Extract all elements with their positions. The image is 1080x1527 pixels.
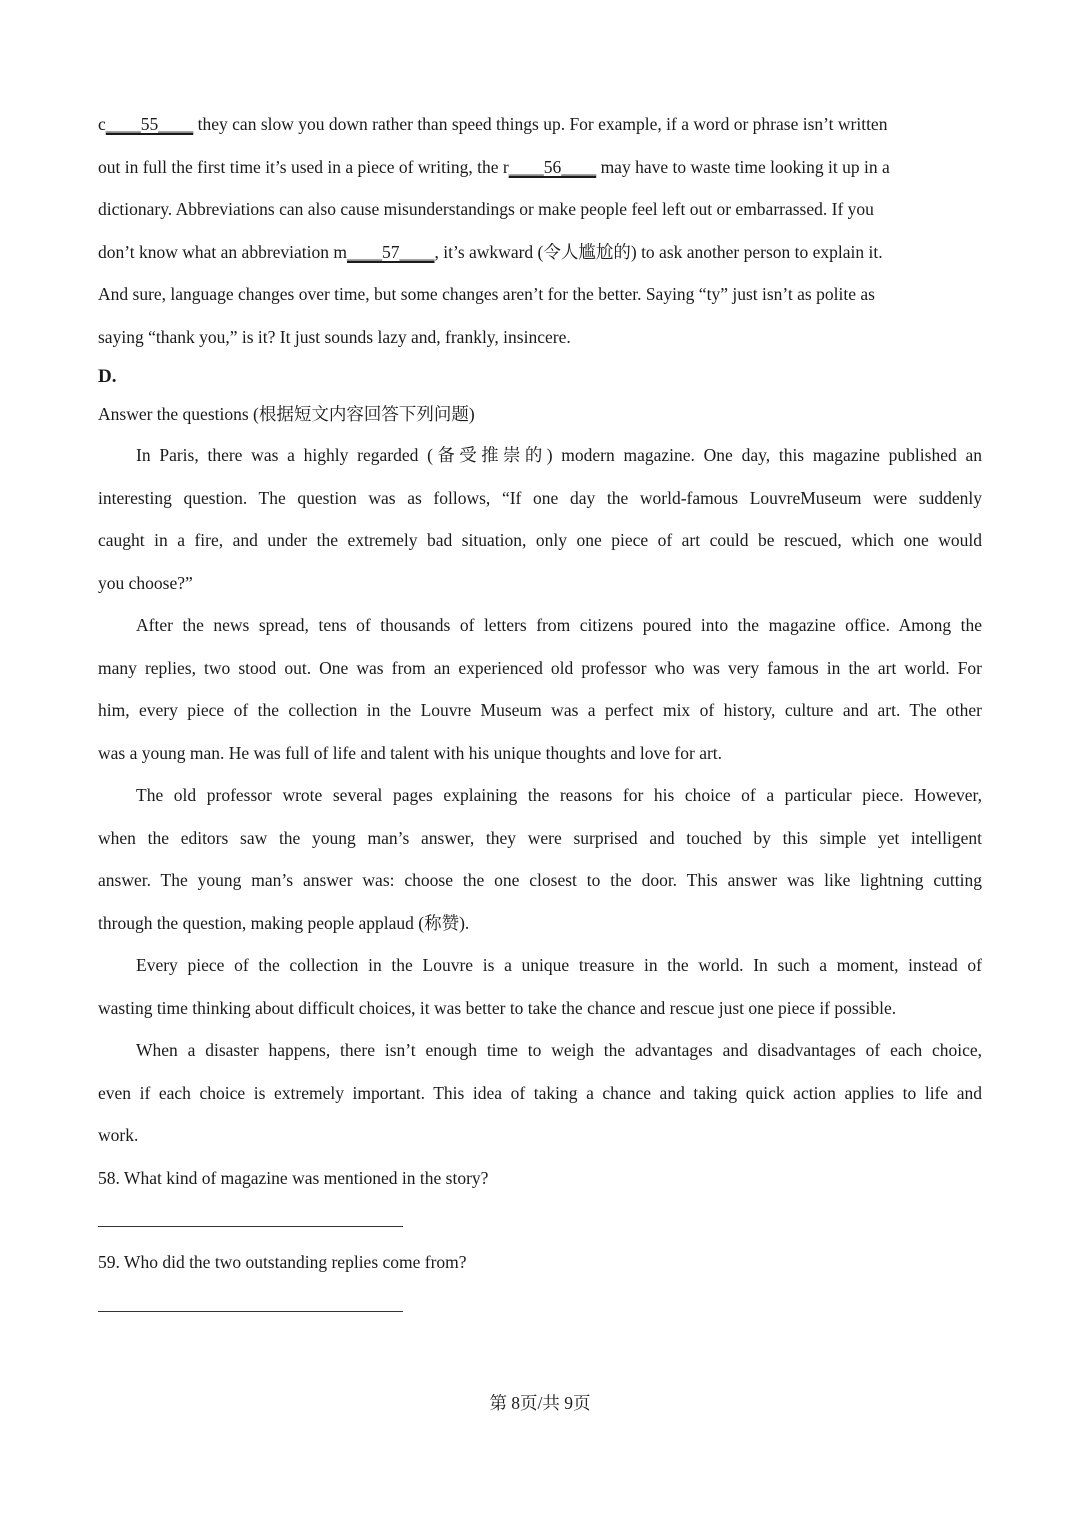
paragraph-1 [98, 434, 982, 604]
section-d-heading: D. [98, 366, 117, 387]
question-59: 59. Who did the two outstanding replies come from? [98, 1252, 467, 1272]
passage-c-line-2 [98, 146, 982, 189]
paragraph-2 [98, 604, 982, 774]
blank-57[interactable]: ____57____ [347, 241, 435, 262]
answer-line-59[interactable] [98, 1311, 403, 1312]
paragraph-line: wasting time thinking about difficult choices, it was better to take the chance and rescue just one piece if possible. [98, 997, 897, 1018]
passage-c-line-4 [98, 231, 982, 274]
paragraph-line: many replies, two stood out. One was from an experienced old professor who was very famous in the art world. For [98, 657, 982, 678]
paragraph-line: you choose?” [98, 572, 193, 593]
paragraph-4 [98, 944, 982, 1029]
passage-c-line-1 [98, 103, 982, 146]
text: may have to waste time looking it up in a [596, 156, 890, 177]
paragraph-line: When a disaster happens, there isn’t enough time to weigh the advantages and disadvantages of each choice, [136, 1040, 982, 1060]
paragraph-line: After the news spread, tens of thousands of letters from citizens poured into the magazine office. Among the [136, 615, 982, 635]
text: they can slow you down rather than speed things up. For example, if a word or phrase isn’t written [193, 114, 888, 134]
text: don’t know what an abbreviation m [98, 241, 347, 262]
paragraph-line: even if each choice is extremely important. This idea of taking a chance and taking quick action applies to life and [98, 1082, 982, 1103]
passage-c-line-3: dictionary. Abbreviations can also cause misunderstandings or make people feel left out or embarrassed. If you [98, 199, 874, 219]
paragraph-line: Every piece of the collection in the Louvre is a unique treasure in the world. In such a moment, instead of [136, 955, 982, 975]
text: out in full the first time it’s used in a piece of writing, the r [98, 156, 509, 177]
blank-55[interactable]: ____55____ [105, 114, 194, 134]
paragraph-line: caught in a fire, and under the extremely bad situation, only one piece of art could be rescued, which one would [98, 530, 982, 550]
section-d-instruction: Answer the questions (根据短文内容回答下列问题) [98, 404, 475, 424]
passage-c-line-5: And sure, language changes over time, but some changes aren’t for the better. Saying “ty” just isn’t as polite as [98, 284, 875, 304]
paragraph-line: answer. The young man’s answer was: choose the one closest to the door. This answer was like lightning cutting [98, 870, 982, 890]
paragraph-line: through the question, making people applaud (称赞). [98, 912, 470, 933]
paragraph-5 [98, 1029, 982, 1157]
document-page [98, 103, 982, 1326]
paragraph-line: In Paris, there was a highly regarded (备受推崇的) modern magazine. One day, this magazine published an [136, 445, 982, 465]
paragraph-line: him, every piece of the collection in the Louvre Museum was a perfect mix of history, culture and art. The other [98, 700, 982, 720]
question-58: 58. What kind of magazine was mentioned in the story? [98, 1167, 489, 1188]
blank-56[interactable]: ____56____ [508, 156, 597, 177]
text: , it’s awkward (令人尴尬的) to ask another person to explain it. [434, 241, 883, 262]
answer-line-58[interactable] [98, 1226, 403, 1227]
paragraph-line: work. [98, 1125, 139, 1145]
text: c [98, 114, 106, 134]
paragraph-3 [98, 774, 982, 944]
paragraph-line: interesting question. The question was as follows, “If one day the world-famous LouvreMuseum were suddenly [98, 487, 982, 508]
passage-c-line-6: saying “thank you,” is it? It just sounds lazy and, frankly, insincere. [98, 326, 571, 347]
page-footer: 第 8页/共 9页 [489, 1393, 591, 1413]
paragraph-line: was a young man. He was full of life and talent with his unique thoughts and love for art. [98, 742, 723, 763]
paragraph-line: The old professor wrote several pages explaining the reasons for his choice of a particular piece. However, [136, 785, 982, 805]
paragraph-line: when the editors saw the young man’s answer, they were surprised and touched by this simple yet intelligent [98, 827, 982, 848]
